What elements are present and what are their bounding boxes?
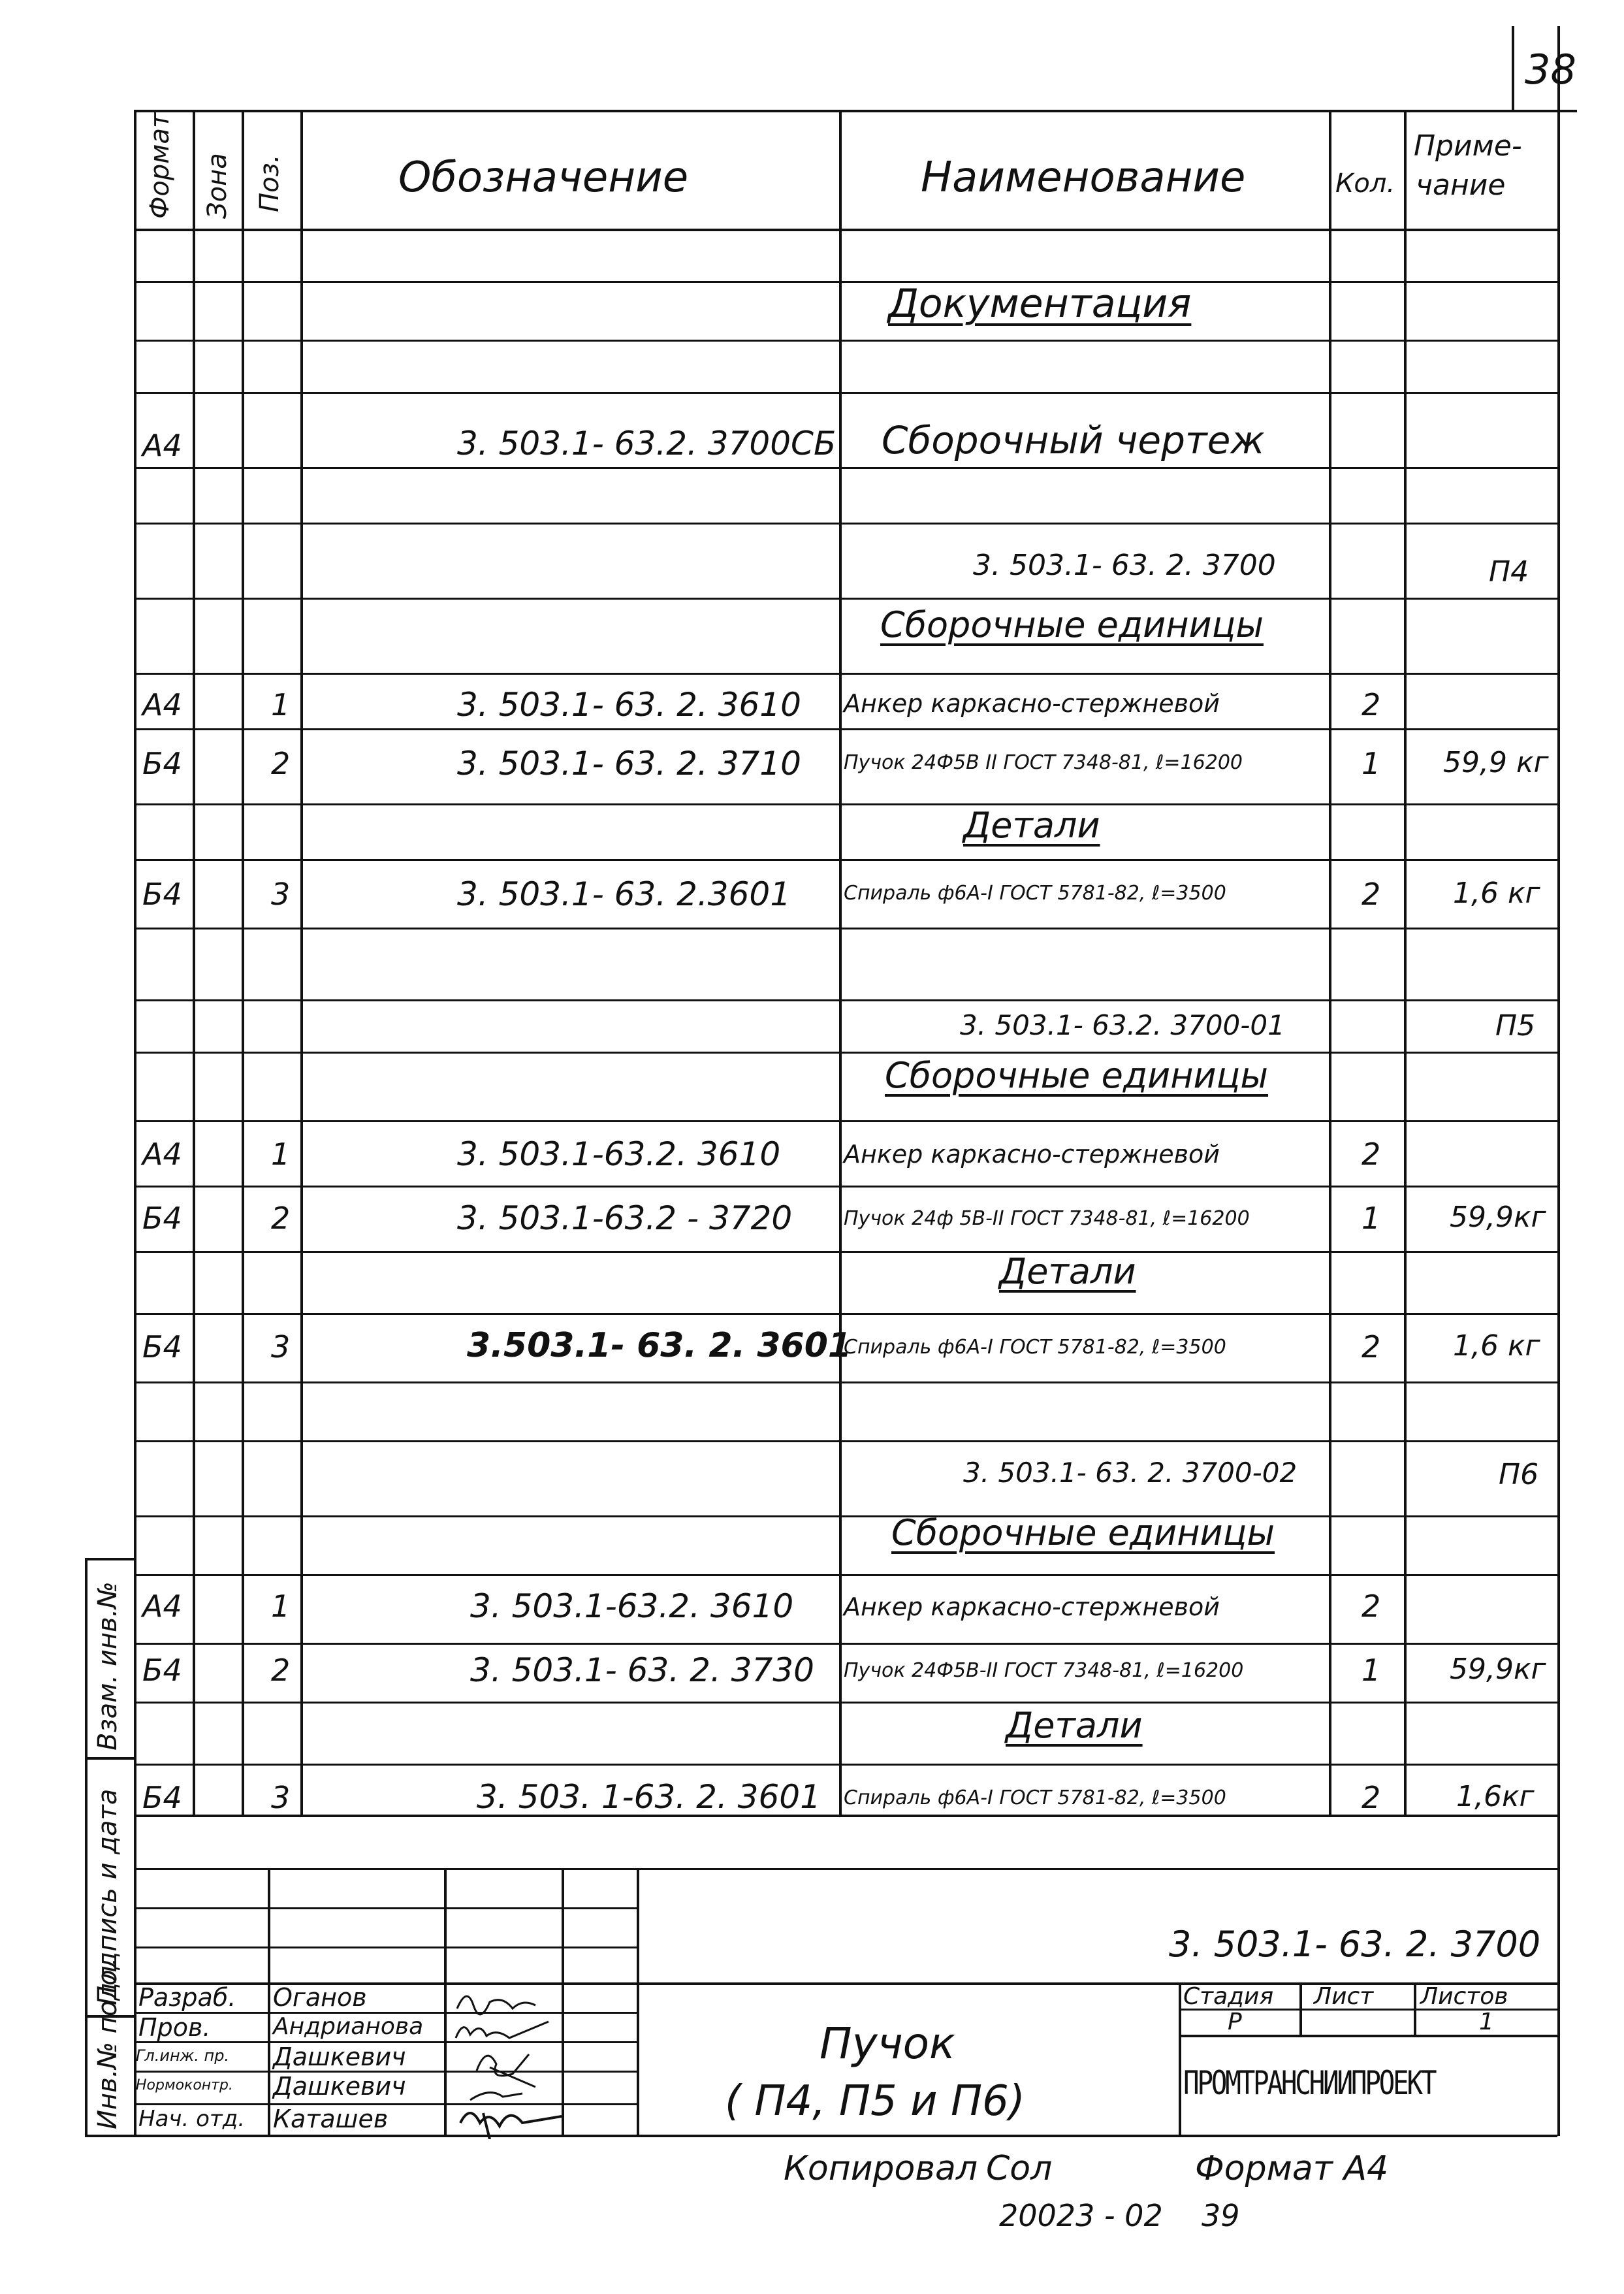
signatures-image [451,1982,568,2139]
row-name: Анкер каркасно-стержневой [844,689,1220,718]
label-sign-date: Подпись и дата [93,1788,123,2005]
col-designation-divider [839,110,842,1815]
section-heading: Документация [888,281,1192,327]
row-line [134,1120,1557,1122]
row-pos: 1 [271,1137,291,1172]
row-line [134,392,1557,394]
header-bottom-border [134,229,1557,231]
row-format: Б4 [142,1329,182,1365]
row-note: 1,6 кг [1453,1329,1540,1363]
stamp-sheets-value: 1 [1479,2009,1494,2035]
row-line [134,1515,1557,1517]
stamp-role: Нормоконтр. [136,2077,233,2093]
row-format: Б4 [142,1780,182,1815]
row-format: А4 [142,1589,182,1624]
row-designation: 3. 503.1- 63. 2. 3710 [457,745,801,783]
row-designation: 3. 503.1- 63. 2. 3610 [457,686,801,724]
row-line [134,1643,1557,1645]
row-note: 59,9 кг [1443,746,1549,779]
row-designation: 3. 503.1- 63. 2. 3730 [470,1651,814,1689]
stamp-person: Каташев [273,2105,389,2133]
row-format: А4 [142,687,182,722]
row-designation: 3. 503.1-63.2 - 3720 [457,1199,793,1237]
table-right-border [1557,26,1560,2136]
stamp-person: Андрианова [273,2013,424,2040]
row-name: Пучок 24Ф5В II ГОСТ 7348-81, ℓ=16200 [844,751,1243,774]
row-name: Анкер каркасно-стержневой [844,1592,1220,1621]
stamp-col [637,1868,639,2136]
row-line [134,728,1557,730]
row-name: Пучок 24Ф5В-II ГОСТ 7348-81, ℓ=16200 [844,1659,1244,1682]
row-qty: 2 [1361,1137,1381,1172]
signature-dashkevich-2 [470,2093,522,2100]
stamp-stage-value: Р [1228,2009,1242,2035]
header-format: Формат [145,112,175,219]
variant-tag: П5 [1495,1009,1536,1042]
row-note: 1,6кг [1456,1780,1535,1813]
row-line [134,859,1557,861]
row-qty: 2 [1361,687,1381,722]
stamp-organization: ПРОМТРАНСНИИПРОЕКТ [1183,2064,1435,2102]
stamp-person: Дашкевич [273,2043,406,2071]
section-heading: Сборочные единицы [885,1055,1269,1096]
col-name-divider [1329,110,1331,1815]
stamp-stage-label: Стадия [1183,1983,1274,2010]
header-note-line2: чание [1416,169,1506,202]
stamp-row [134,1907,637,1909]
stamp-row [134,1947,637,1948]
row-line [134,1702,1557,1704]
row-qty: 2 [1361,877,1381,912]
stamp-role: Гл.инж. пр. [136,2046,230,2065]
row-line [134,928,1557,929]
row-format: Б4 [142,746,182,781]
stamp-sheet-label: Лист [1314,1983,1374,2010]
header-pos: Поз. [255,154,285,212]
stamp-title-line1: Пучок [820,2018,955,2069]
footer-archive-no: 20023 - 02 [999,2198,1163,2233]
label-inv-orig: Инв.№ подл. [93,1957,123,2129]
row-note: 59,9кг [1450,1653,1546,1686]
label-replace-inv: Взам. инв.№ [93,1581,123,1751]
signature-katashev [460,2113,562,2139]
row-qty: 2 [1361,1329,1381,1365]
row-line [134,673,1557,675]
footer-sheet-no: 39 [1202,2198,1240,2233]
row-name: Спираль ф6А-I ГОСТ 5781-82, ℓ=3500 [844,882,1226,905]
section-heading: Детали [963,805,1100,846]
col-pos-divider [300,110,303,1815]
row-pos: 3 [271,1329,291,1365]
stamp-person: Дашкевич [273,2072,406,2101]
row-format: Б4 [142,877,182,912]
col-format-divider [193,110,195,1815]
signature-dashkevich-1 [477,2054,535,2087]
side-strip-line [85,1558,135,1560]
row-qty: 2 [1361,1780,1381,1815]
stamp-role: Разраб. [138,1983,236,2012]
row-format: А4 [142,1137,182,1172]
col-qty-divider [1404,110,1407,1815]
row-line [134,523,1557,525]
variant-code: 3. 503.1- 63. 2. 3700-02 [963,1457,1298,1489]
footer-format: Формат А4 [1195,2149,1389,2188]
row-line [134,1313,1557,1315]
stamp-doc-code: 3. 503.1- 63. 2. 3700 [1169,1924,1541,1965]
row-qty: 1 [1361,1201,1381,1236]
stamp-col [1179,1982,1181,2136]
variant-tag: П4 [1489,555,1529,589]
table-left-border [134,110,136,2135]
row-name: Спираль ф6А-I ГОСТ 5781-82, ℓ=3500 [844,1786,1226,1809]
header-note-line1: Приме- [1414,129,1522,163]
header-name: Наименование [921,153,1246,202]
row-line [134,803,1557,805]
row-note: 1,6 кг [1453,877,1540,910]
signature-oganov [457,1996,535,2014]
side-strip-line [85,1757,135,1760]
row-pos: 1 [271,687,291,722]
header-qty: Кол. [1335,169,1395,199]
signature-andrianova [456,2022,549,2038]
section-heading: Сборочные единицы [891,1512,1275,1553]
footer-copier-signature: Сол [986,2149,1053,2188]
row-line [134,1815,1557,1817]
row-line [134,340,1557,342]
row-line [134,1440,1557,1442]
variant-tag: П6 [1499,1458,1539,1491]
row-line [134,1186,1557,1187]
row-pos: 1 [271,1589,291,1624]
page-number-box-left [1512,26,1514,111]
section-heading: Детали [1006,1705,1143,1746]
row-pos: 3 [271,1780,291,1815]
stamp-person: Оганов [273,1983,367,2012]
row-line [134,467,1557,469]
row-line [134,1868,1557,1870]
variant-code: 3. 503.1- 63.2. 3700-01 [960,1009,1285,1041]
side-strip-line [85,2135,135,2137]
stamp-role: Нач. отд. [138,2106,246,2132]
section-heading: Сборочные единицы [880,604,1264,645]
row-line [134,1381,1557,1383]
footer-copied: Копировал [784,2149,978,2188]
row-pos: 2 [271,1201,291,1236]
row-designation: 3. 503.1-63.2. 3610 [457,1135,781,1173]
row-name: Пучок 24ф 5В-II ГОСТ 7348-81, ℓ=16200 [844,1207,1250,1230]
row-designation: 3. 503.1-63.2. 3610 [470,1587,794,1625]
row-format: Б4 [142,1201,182,1236]
header-designation: Обозначение [398,153,689,202]
row-name: Спираль ф6А-I ГОСТ 5781-82, ℓ=3500 [844,1336,1226,1359]
row-line [134,1764,1557,1766]
row-pos: 2 [271,1653,291,1688]
row-qty: 1 [1361,1653,1381,1688]
row-designation: 3.503.1- 63. 2. 3601 [467,1326,852,1365]
side-strip-left [85,1558,88,2136]
row-name: Сборочный чертеж [882,418,1265,462]
row-format: Б4 [142,1653,182,1688]
row-line [134,999,1557,1001]
row-line [134,281,1557,283]
stamp-bottom [134,2135,1557,2137]
stamp-role: Пров. [138,2013,211,2042]
row-pos: 3 [271,877,291,912]
page-number: 38 [1525,46,1576,93]
row-designation: 3. 503. 1-63. 2. 3601 [477,1778,821,1816]
row-designation: 3. 503.1- 63. 2.3601 [457,875,791,913]
header-zone: Зона [202,153,232,219]
col-zone-divider [242,110,244,1815]
row-line [134,1574,1557,1576]
table-top-border [134,110,1557,112]
stamp-sheets-label: Листов [1420,1983,1508,2010]
variant-code: 3. 503.1- 63. 2. 3700 [973,549,1276,582]
row-name: Анкер каркасно-стержневой [844,1140,1220,1169]
row-line [134,598,1557,600]
row-pos: 2 [271,746,291,781]
row-note: 59,9кг [1450,1201,1546,1234]
row-qty: 1 [1361,746,1381,781]
section-heading: Детали [999,1251,1136,1292]
row-line [134,1052,1557,1054]
row-qty: 2 [1361,1589,1381,1624]
row-designation: 3. 503.1- 63.2. 3700СБ [457,425,836,462]
row-format: А4 [142,428,182,463]
row-line [134,1251,1557,1253]
stamp-title-line2: ( П4, П5 и П6) [725,2077,1025,2125]
